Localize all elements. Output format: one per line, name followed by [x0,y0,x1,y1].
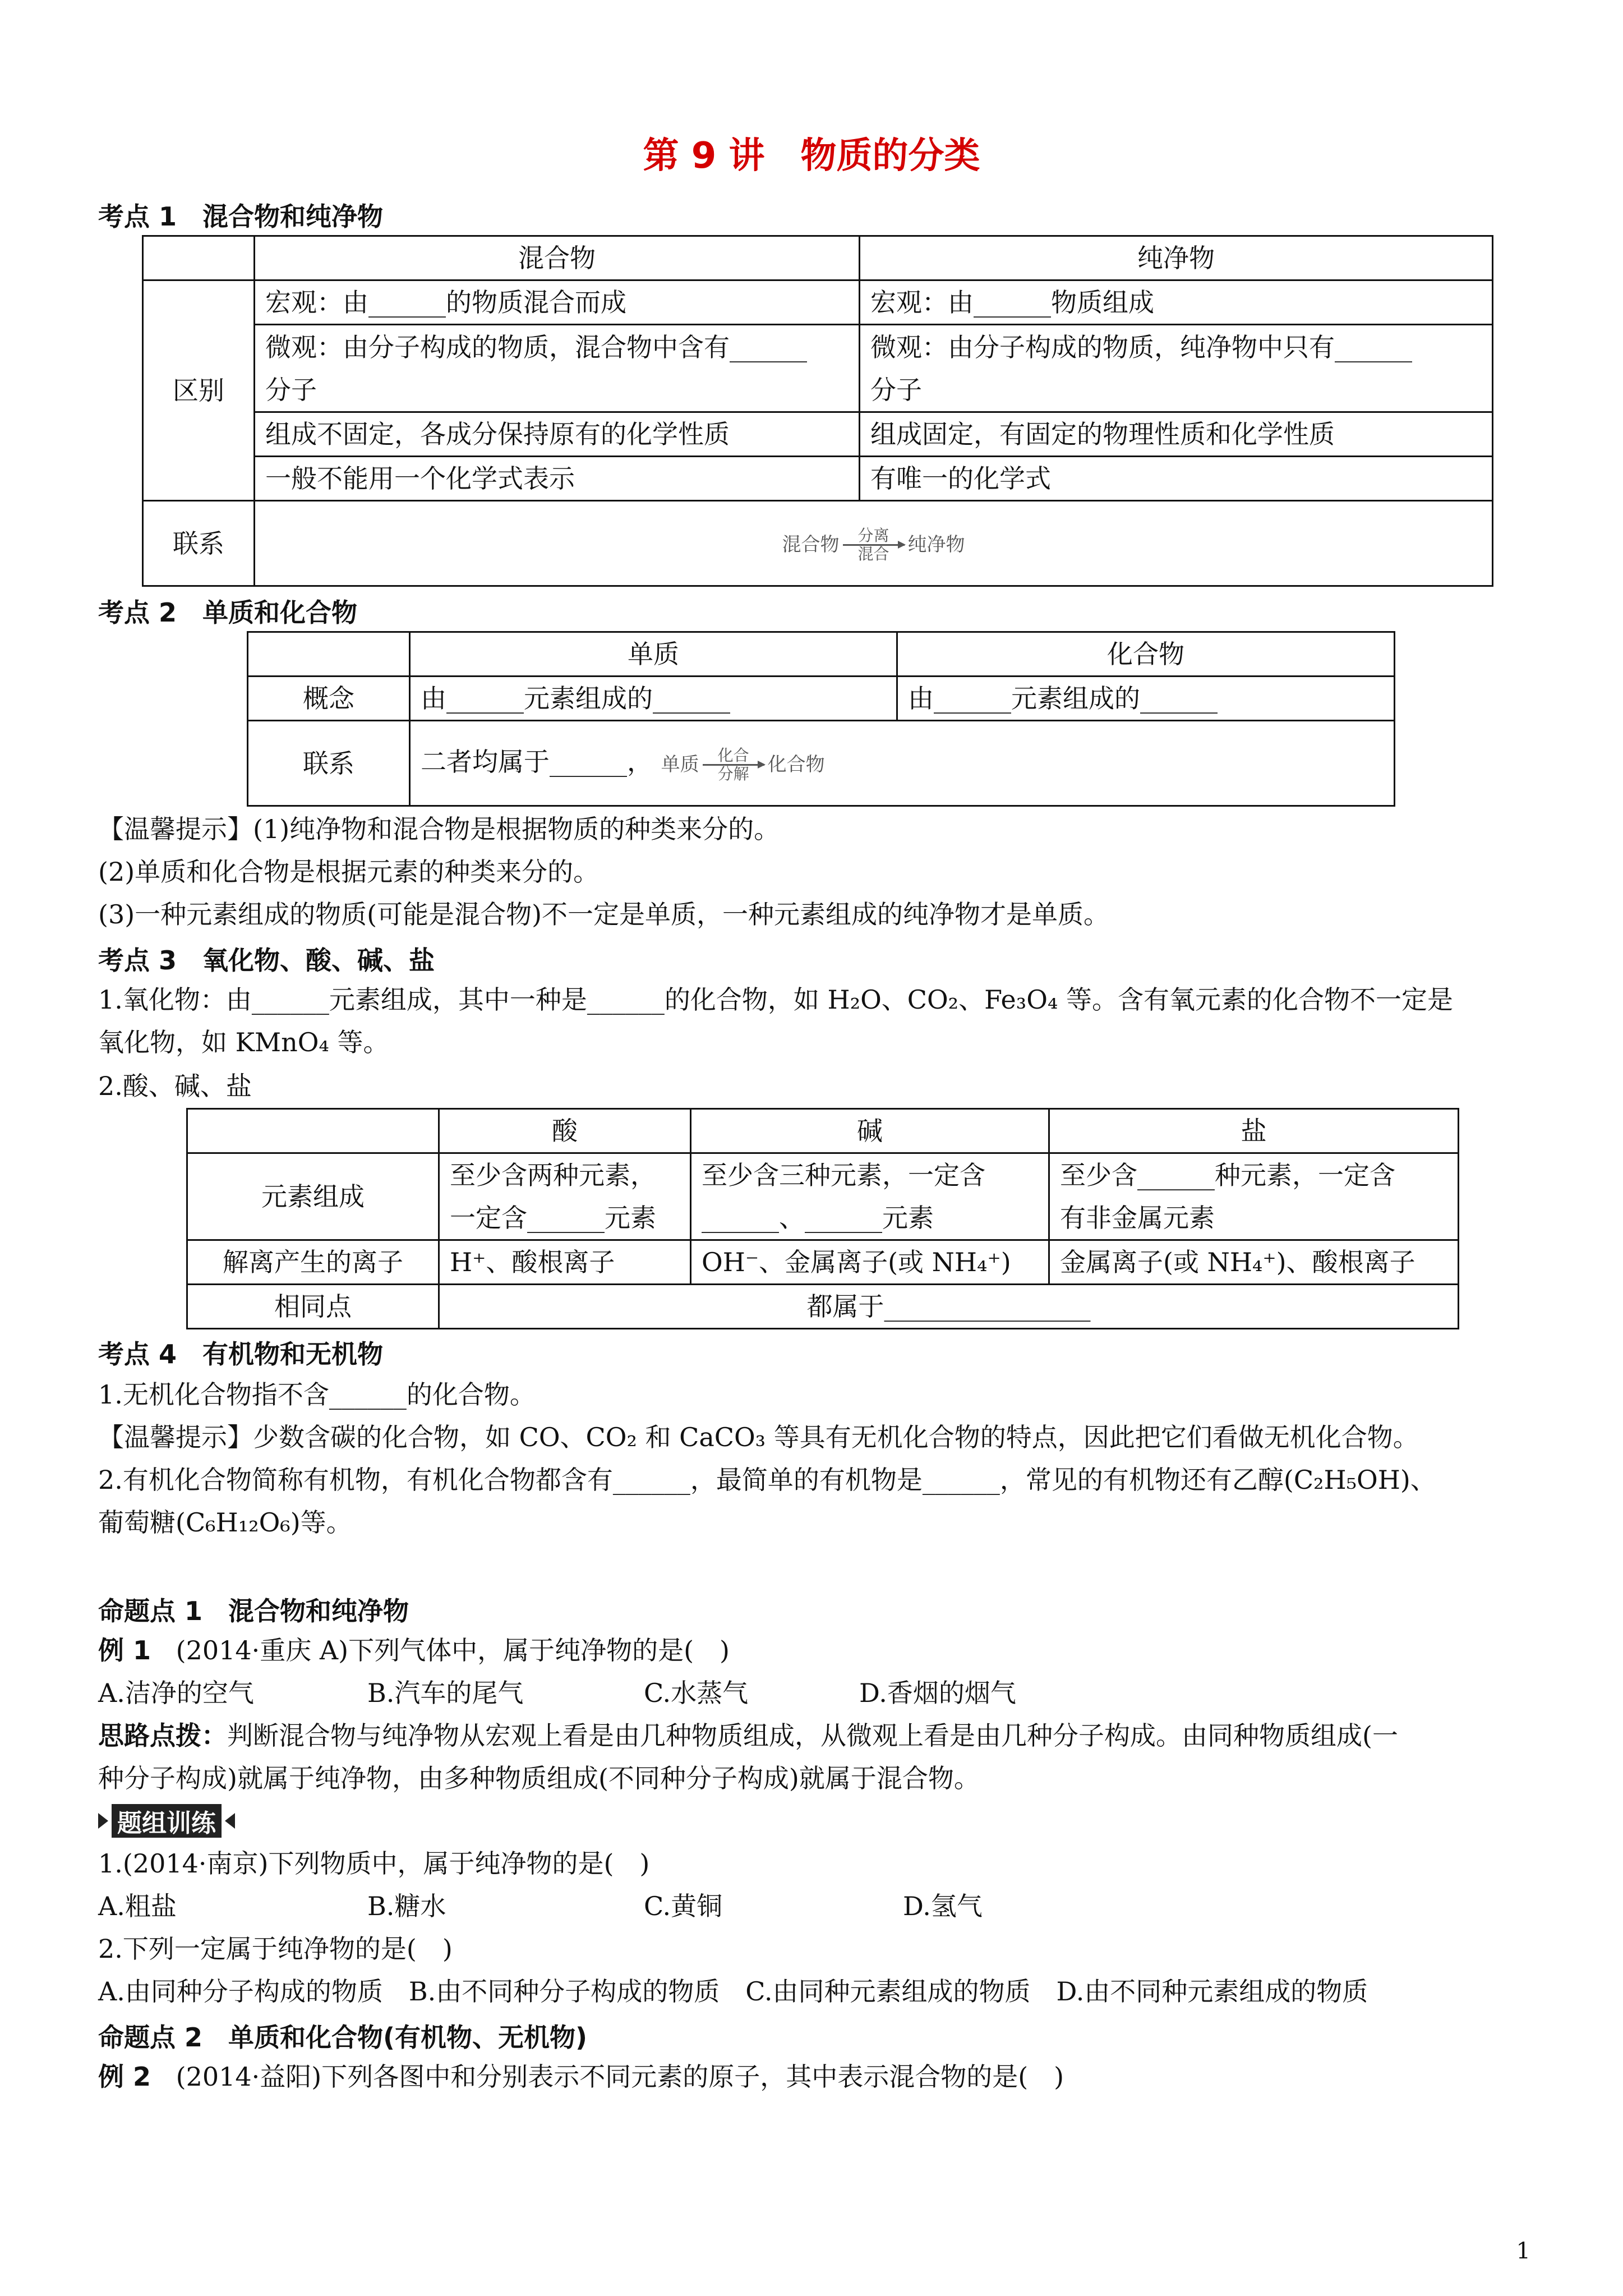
cell-r1-pure: 宏观：由______物质组成 [860,280,1493,325]
col-header-salt: 盐 [1049,1109,1459,1153]
single-compound-arrow-diagram [661,743,825,786]
triangle-right-icon [98,1813,108,1829]
hint-line-1 [98,1719,1398,1752]
row-label-diff: 区别 [143,280,255,501]
section-heading-m2: 命题点 2 单质和化合物(有机物、无机物) [98,2022,588,2053]
diagram2-arrow [703,747,764,783]
q1-option-a: A.粗盐 [98,1891,177,1921]
k4-line-2: 【温馨提示】少数含碳的化合物，如 CO、CO₂ 和 CaCO₃ 等具有无机化合物的特点，因此把它们看做无机化合物。 [98,1422,1419,1452]
page-title: 第 9 讲 物质的分类 [643,135,980,177]
cell-r2-pure [860,325,1493,412]
col-header-single: 单质 [410,632,897,677]
cell-elem-base-line2: ______、______元素 [702,1203,934,1233]
cell-r4-pure: 有唯一的化学式 [860,457,1493,501]
cell-ion-salt: 金属离子(或 NH₄⁺)、酸根离子 [1049,1240,1459,1285]
col-header-compound: 化合物 [897,632,1395,677]
cell-elem-acid-line1: 至少含两种元素， [450,1160,656,1190]
option-d: D.香烟的烟气 [859,1678,1016,1708]
q1-text: 1.(2014·南京)下列物质中，属于纯净物的是( ) [98,1848,650,1879]
q1-option-b: B.糖水 [367,1891,446,1921]
col-header-acid: 酸 [439,1109,691,1153]
table-corner-2 [248,632,410,677]
acid-base-salt-table [186,1108,1459,1329]
arrow-line-icon [843,544,905,546]
arrow-line-icon-2 [703,764,764,766]
cell-elem-base [691,1153,1049,1240]
cell-elem-salt [1049,1153,1459,1240]
q2-options: A.由同种分子构成的物质 B.由不同种分子构成的物质 C.由同种元素组成的物质 D.由不同种元素组成的物质 [98,1976,1368,2007]
cell-r3-pure: 组成固定，有固定的物理性质和化学性质 [860,412,1493,457]
tip-line-3: (3)一种元素组成的物质(可能是混合物)不一定是单质，一种元素组成的纯净物才是单质。 [98,899,1110,930]
diagram-top-label: 分离 [857,526,889,545]
example-1 [98,1634,730,1667]
k3-line-1: 1.氧化物：由______元素组成，其中一种是______的化合物，如 H₂O、CO₂、Fe₃O₄ 等。含有氧元素的化合物不一定是 [98,984,1453,1015]
cell-same: 都属于________________ [439,1285,1459,1329]
q1-option-c: C.黄铜 [644,1891,723,1921]
k3-line-2: 氧化物，如 KMnO₄ 等。 [98,1027,389,1057]
cell-r2-pure-line1: 微观：由分子构成的物质，纯净物中只有______ [870,332,1412,362]
cell-concept-single: 由______元素组成的______ [410,677,897,721]
diagram2-right-label: 化合物 [767,753,825,776]
cell-concept-compound: 由______元素组成的______ [897,677,1395,721]
section-heading-k2: 考点 2 单质和化合物 [98,597,358,628]
cell-ion-acid: H⁺、酸根离子 [439,1240,691,1285]
row-label-link: 联系 [143,501,255,586]
tip-line-2: (2)单质和化合物是根据元素的种类来分的。 [98,857,600,887]
cell-r2-mix [255,325,860,412]
row-label-concept: 概念 [248,677,410,721]
section-heading-m1: 命题点 1 混合物和纯净物 [98,1596,409,1626]
cell-link-diagram [255,501,1493,586]
diagram-bottom-label: 混合 [857,544,889,563]
practice-badge [98,1804,235,1838]
cell-elem-acid-line2: 一定含______元素 [450,1203,656,1233]
section-heading-k1: 考点 1 混合物和纯净物 [98,201,384,232]
row-label-ion: 解离产生的离子 [187,1240,439,1285]
hint-text-a: 判断混合物与纯净物从宏观上看是由几种物质组成，从微观上看是由几种分子构成。由同种物质组成(一 [227,1720,1398,1751]
triangle-left-icon [225,1813,235,1829]
cell-r2-mix-line2: 分子 [265,374,317,405]
row-label-link-2: 联系 [248,721,410,806]
example-1-text: (2014·重庆 A)下列气体中，属于纯净物的是( ) [176,1635,730,1665]
cell-elem-salt-line2: 有非金属元素 [1060,1203,1215,1233]
cell-r2-mix-line1: 微观：由分子构成的物质，混合物中含有______ [265,332,807,362]
diagram-left-label: 混合物 [782,533,840,556]
cell-r1-mix: 宏观：由______的物质混合而成 [255,280,860,325]
diagram-arrow [843,527,905,563]
cell-r4-mix: 一般不能用一个化学式表示 [255,457,860,501]
diagram2-top-label: 化合 [717,746,749,765]
diagram2-bottom-label: 分解 [717,764,749,783]
page-number: 1 [1516,2238,1530,2264]
link-text: 二者均属于______， [421,747,653,777]
option-c: C.水蒸气 [644,1678,749,1708]
cell-r2-pure-line2: 分子 [870,374,922,405]
cell-link-2 [410,721,1395,806]
example-2-label: 例 2 [98,2062,151,2092]
option-a: A.洁净的空气 [98,1678,254,1708]
cell-elem-acid [439,1153,691,1240]
diagram2-left-label: 单质 [661,753,699,776]
q1-option-d: D.氢气 [903,1891,983,1921]
row-label-same: 相同点 [187,1285,439,1329]
row-label-elem: 元素组成 [187,1153,439,1240]
hint-line-2: 种分子构成)就属于纯净物，由多种物质组成(不同种分子构成)就属于混合物。 [98,1763,980,1793]
k4-line-1: 1.无机化合物指不含______的化合物。 [98,1379,536,1410]
mix-pure-arrow-diagram [782,523,965,566]
practice-badge-label: 题组训练 [112,1804,222,1838]
table-corner-3 [187,1109,439,1153]
cell-ion-base: OH⁻、金属离子(或 NH₄⁺) [691,1240,1049,1285]
q2-text: 2.下列一定属于纯净物的是( ) [98,1934,453,1964]
option-b: B.汽车的尾气 [367,1678,524,1708]
tip-line-1: 【温馨提示】(1)纯净物和混合物是根据物质的种类来分的。 [98,814,780,844]
section-heading-k3: 考点 3 氧化物、酸、碱、盐 [98,945,435,976]
example-1-label: 例 1 [98,1635,151,1665]
example-2 [98,2060,1064,2093]
example-2-text: (2014·益阳)下列各图中和分别表示不同元素的原子，其中表示混合物的是( ) [176,2062,1064,2092]
col-header-mix: 混合物 [255,236,860,280]
cell-elem-base-line1: 至少含三种元素，一定含 [702,1160,985,1190]
k4-line-3: 2.有机化合物简称有机物，有机化合物都含有______，最简单的有机物是______，常见的有机物还有乙醇(C₂H₅OH)、 [98,1465,1436,1495]
col-header-base: 碱 [691,1109,1049,1153]
col-header-pure: 纯净物 [860,236,1493,280]
mix-pure-table [142,235,1493,587]
cell-elem-salt-line1: 至少含______种元素，一定含 [1060,1160,1395,1190]
hint-label: 思路点拨： [98,1720,227,1751]
diagram-right-label: 纯净物 [907,533,965,556]
section-heading-k4: 考点 4 有机物和无机物 [98,1339,384,1369]
k3-line-3: 2.酸、碱、盐 [98,1071,252,1101]
cell-r3-mix: 组成不固定，各成分保持原有的化学性质 [255,412,860,457]
table-corner [143,236,255,280]
single-compound-table [247,631,1395,807]
k4-line-4: 葡萄糖(C₆H₁₂O₆)等。 [98,1507,352,1538]
